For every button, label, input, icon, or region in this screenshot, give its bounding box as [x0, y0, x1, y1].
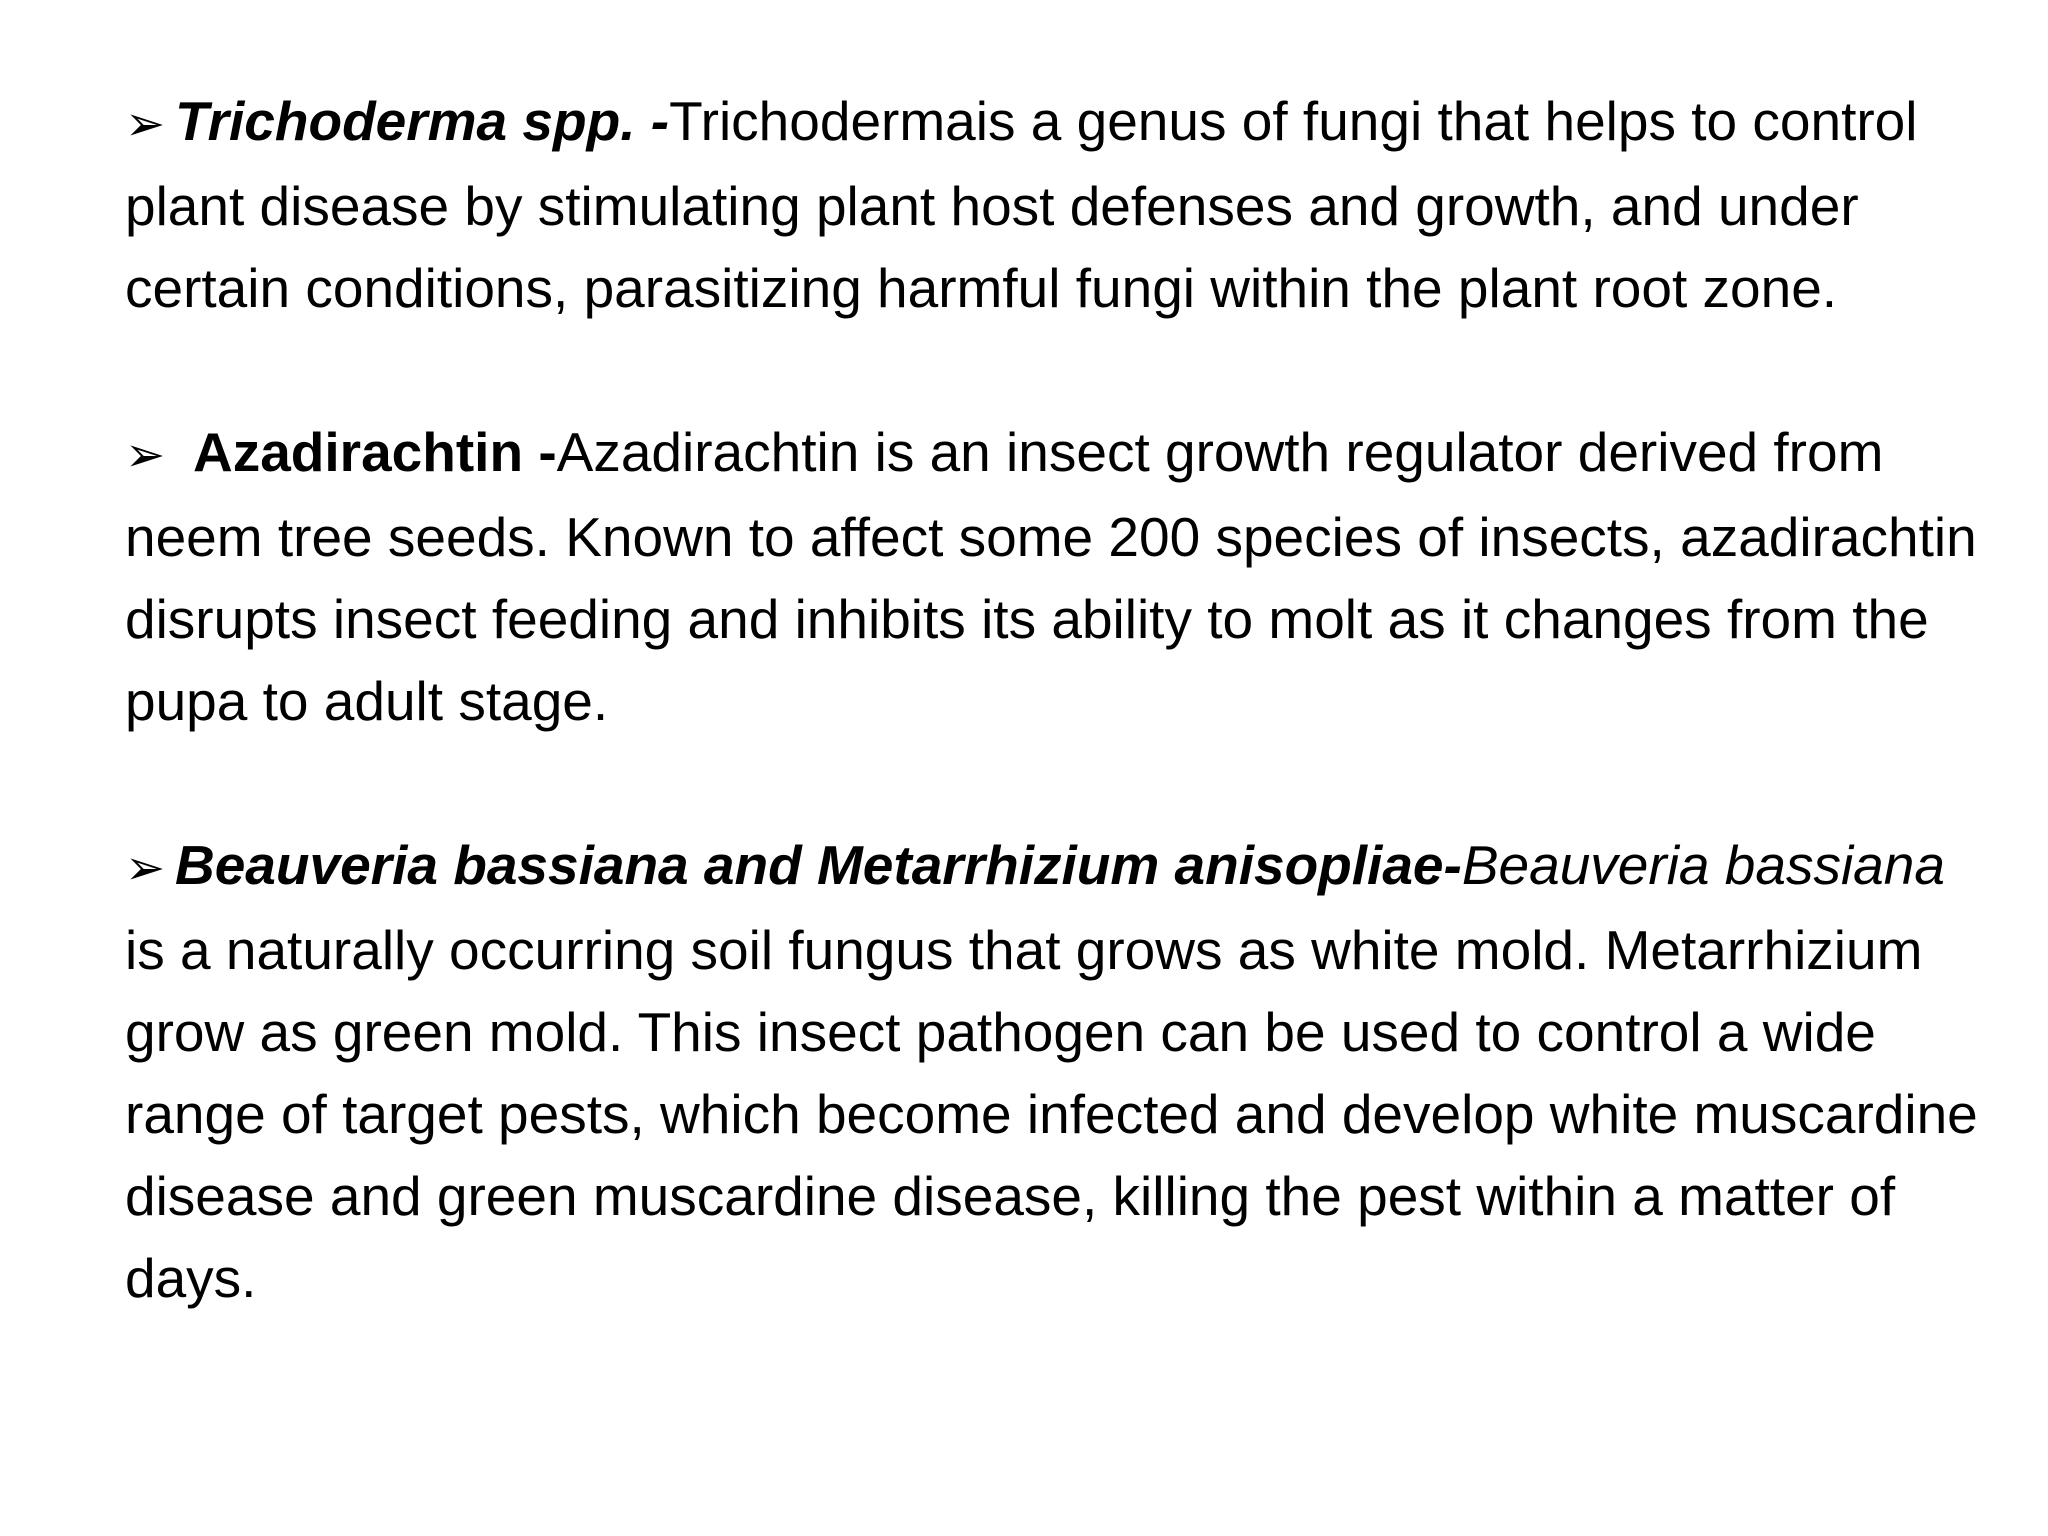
arrow-bullet-icon: ➢ [125, 427, 166, 483]
paragraph-gap [125, 329, 1985, 411]
term-beauveria-metarrhizium: Beauveria bassiana and Metarrhizium anisopliae- [175, 834, 1462, 896]
description-trichoderma: Trichodermais a genus of fungi that helps to control plant disease by stimulating plant host defenses and growth, and under certain conditions, parasitizing harmful fungi within the plant root zone. [125, 90, 1918, 319]
term-azadirachtin: Azadirachtin - [193, 421, 557, 483]
paragraph-beauveria [125, 824, 1985, 1319]
arrow-bullet-icon: ➢ [125, 840, 166, 896]
term-trichoderma: Trichoderma spp. - [175, 90, 670, 152]
arrow-bullet-icon: ➢ [125, 96, 166, 152]
description-azadirachtin: Azadirachtin is an insect growth regulator derived from neem tree seeds. Known to affect some 200 species of insects, azadirachtin disrupts insect feeding and inhibits its ability to molt as it changes from the pupa to adult stage. [125, 421, 1977, 732]
paragraph-trichoderma [125, 80, 1985, 329]
paragraph-azadirachtin [125, 411, 1985, 742]
slide-content [125, 80, 1985, 1319]
italic-lead-beauveria: Beauveria bassiana [1461, 834, 1945, 896]
paragraph-gap [125, 742, 1985, 824]
description-beauveria: is a naturally occurring soil fungus that grows as white mold. Metarrhizium grow as green mold. This insect pathogen can be used to control a wide range of target pests, which become infected and develop white muscardine disease and green muscardine disease, killing the pest within a matter of days. [125, 919, 1978, 1309]
